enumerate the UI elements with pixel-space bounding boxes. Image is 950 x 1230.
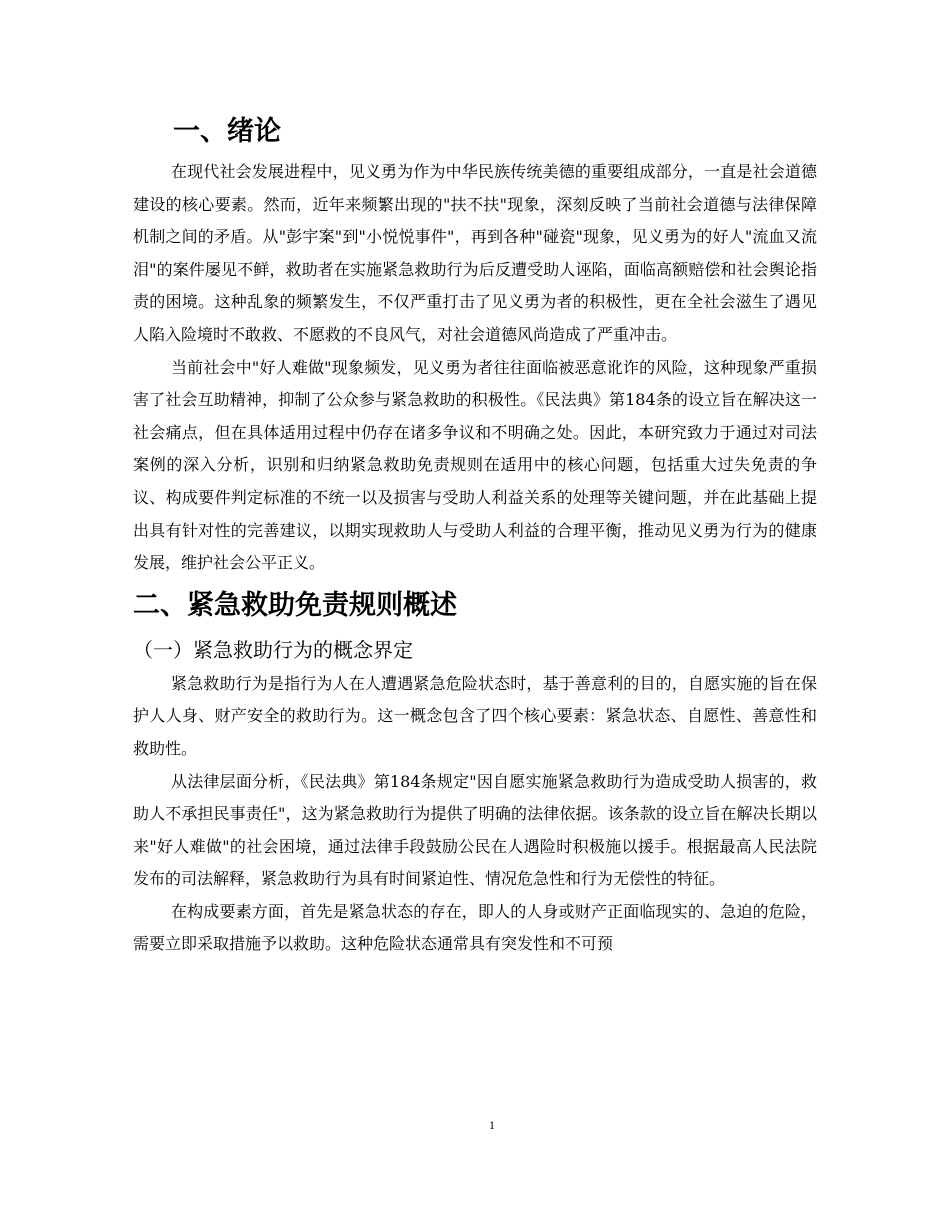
body-paragraph: 在现代社会发展进程中，见义勇为作为中华民族传统美德的重要组成部分，一直是社会道德建设的核心要素。然而，近年来频繁出现的"扶不扶"现象，深刻反映了当前社会道德与法律保障机制之间的矛盾。从"彭宇案"到"小悦悦事件"，再到各种"碰瓷"现象，见义勇为的好人"流血又流泪"的案件屡见不鲜，救助者在实施紧急救助行为后反遭受助人诬陷，面临高额赔偿和社会舆论指责的困境。这种乱象的频繁发生，不仅严重打击了见义勇为者的积极性，更在全社会滋生了遇见人陷入险境时不敢救、不愿救的不良风气，对社会道德风尚造成了严重冲击。 bbox=[133, 162, 817, 344]
body-paragraph: 从法律层面分析，《民法典》第184条规定"因自愿实施紧急救助行为造成受助人损害的，救助人不承担民事责任"，这为紧急救助行为提供了明确的法律依据。该条款的设立旨在解决长期以来"好人难做"的社会困境，通过法律手段鼓励公民在人遇险时积极施以援手。根据最高人民法院发布的司法解释，紧急救助行为具有时间紧迫性、情况危急性和行为无偿性的特征。 bbox=[133, 771, 817, 889]
body-paragraph: 紧急救助行为是指行为人在人遭遇紧急危险状态时，基于善意利的目的，自愿实施的旨在保护人人身、财产安全的救助行为。这一概念包含了四个核心要素：紧急状态、自愿性、善意性和救助性。 bbox=[133, 673, 817, 758]
body-paragraph: 在构成要素方面，首先是紧急状态的存在，即人的人身或财产正面临现实的、急迫的危险，需要立即采取措施予以救助。这种危险状态通常具有突发性和不可预 bbox=[133, 901, 817, 954]
body-paragraph: 当前社会中"好人难做"现象频发，见义勇为者往往面临被恶意讹诈的风险，这种现象严重损害了社会互助精神，抑制了公众参与紧急救助的积极性。《民法典》第184条的设立旨在解决这一社会痛点，但在具体适用过程中仍存在诸多争议和不明确之处。因此，本研究致力于通过对司法案例的深入分析，识别和归纳紧急救助免责规则在适用中的核心问题，包括重大过失免责的争议、构成要件判定标准的不统一以及损害与受助人利益关系的处理等关键问题，并在此基础上提出具有针对性的完善建议，以期实现救助人与受助人利益的合理平衡，推动见义勇为行为的健康发展，维护社会公平正义。 bbox=[133, 357, 817, 573]
subsection-heading-concept: （一）紧急救助行为的概念界定 bbox=[133, 637, 413, 662]
section-heading-overview: 二、紧急救助免责规则概述 bbox=[133, 589, 457, 621]
page-content bbox=[133, 114, 817, 961]
section-heading-introduction: 一、绪论 bbox=[173, 116, 281, 147]
page-number: 1 bbox=[489, 1118, 495, 1132]
